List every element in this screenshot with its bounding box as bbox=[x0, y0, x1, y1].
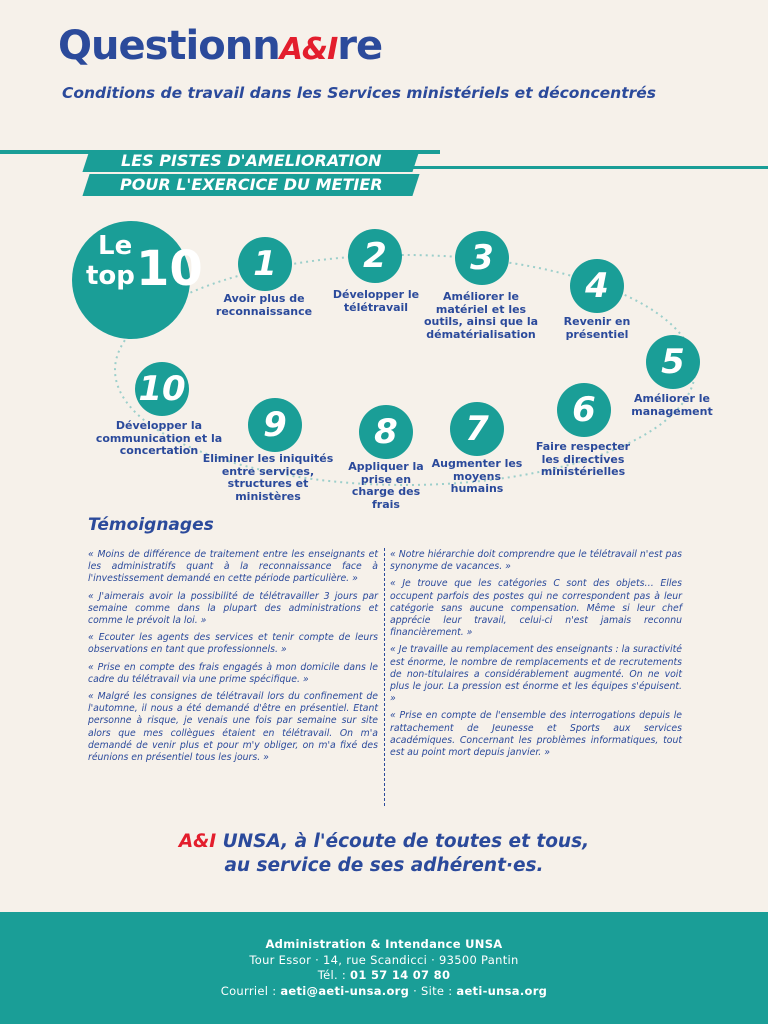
item-5-label: Améliorer le management bbox=[631, 392, 713, 418]
footer-org: Administration & Intendance UNSA bbox=[265, 937, 503, 951]
testimonial-quote: « Prise en compte de l'ensemble des interrogations depuis le rattachement de Jeunesse et Sports aux services académiques. Concernant les problèmes informatiques, tout est au point mort depuis janvier. » bbox=[390, 710, 682, 759]
item-4-label: Revenir en présentiel bbox=[563, 315, 631, 341]
item-3-circle: 3 bbox=[455, 231, 509, 285]
footer-contact bbox=[0, 984, 768, 1000]
testimonial-quote: « Notre hiérarchie doit comprendre que le télétravail n'est pas synonyme de vacances. » bbox=[390, 549, 682, 573]
item-2-label: Développer le télétravail bbox=[332, 288, 420, 314]
item-4-circle: 4 bbox=[570, 259, 624, 313]
testimonial-quote: « Prise en compte des frais engagés à mon domicile dans le cadre du télétravail via une prime spécifique. » bbox=[88, 661, 378, 685]
item-5-circle: 5 bbox=[646, 335, 700, 389]
testimonial-quote: « Ecouter les agents des services et tenir compte de leurs observations en tant que professionnels. » bbox=[88, 632, 378, 656]
footer-address: Tour Essor · 14, rue Scandicci · 93500 Pantin bbox=[249, 952, 519, 967]
logo-accent: A&I bbox=[279, 32, 338, 67]
item-9-label: Eliminer les iniquités entre services, structures et ministères bbox=[202, 452, 334, 503]
item-1-circle: 1 bbox=[238, 237, 292, 291]
footer-site-link[interactable]: aeti-unsa.org bbox=[456, 983, 548, 998]
badge-le: Le bbox=[98, 231, 133, 261]
item-8-label: Appliquer la prise en charge des frais bbox=[348, 460, 424, 511]
slogan-line-1 bbox=[0, 830, 768, 854]
page-subtitle: Conditions de travail dans les Services ministériels et déconcentrés bbox=[62, 84, 657, 102]
item-2-circle: 2 bbox=[348, 229, 402, 283]
item-9-circle: 9 bbox=[248, 398, 302, 452]
item-6-circle: 6 bbox=[557, 383, 611, 437]
footer bbox=[0, 912, 768, 1024]
logo-end: re bbox=[337, 23, 383, 69]
testimonial-quote: « Je travaille au remplacement des enseignants : la suractivité est énorme, le nombre de remplacements et de recrutements de non-titulaires a considérablement augmenté. On ne voit plus le jour. La pression est énorme et les équipes s'épuisent. » bbox=[390, 644, 682, 705]
logo-main: Questionn bbox=[58, 23, 280, 69]
footer-site-label: · Site : bbox=[409, 983, 457, 998]
slogan-brand: A&I bbox=[178, 831, 217, 852]
item-3-label: Améliorer le matériel et les outils, ainsi que la dématérialisation bbox=[423, 290, 539, 341]
item-6-label: Faire respecter les directives ministérielles bbox=[535, 440, 631, 478]
item-8-circle: 8 bbox=[359, 405, 413, 459]
item-7-circle: 7 bbox=[450, 402, 504, 456]
top10-badge bbox=[72, 221, 203, 339]
testimonials-title: Témoignages bbox=[88, 515, 214, 535]
item-1-label: Avoir plus de reconnaissance bbox=[215, 292, 313, 318]
testimonial-quote: « J'aimerais avoir la possibilité de télétravailler 3 jours par semaine comme dans la plupart des administrations et comme le prévoit la loi. » bbox=[88, 590, 378, 627]
item-7-label: Augmenter les moyens humains bbox=[431, 457, 523, 495]
footer-mail-label: Courriel : bbox=[220, 983, 281, 998]
testimonial-quote: « Je trouve que les catégories C sont des objets… Elles occupent parfois des postes qui ne correspondent pas à leur catégorie sans aucune compensation. Même si leur chef apprécie leur travail, celui-ci n'est jamais reconnu financièrement. » bbox=[390, 578, 682, 639]
item-10-label: Développer la communication et la concertation bbox=[95, 419, 223, 457]
testimonials-right-column bbox=[390, 549, 682, 764]
banner-line-1-text: LES PISTES D'AMELIORATION bbox=[120, 151, 382, 170]
testimonial-quote: « Moins de différence de traitement entre les enseignants et les administratifs quant à la reconnaissance face à l'investissement demandé en cette période particulière. » bbox=[88, 549, 378, 585]
footer-tel: 01 57 14 07 80 bbox=[350, 968, 451, 982]
testimonials-left-column bbox=[88, 549, 378, 769]
badge-top: top bbox=[86, 261, 135, 291]
testimonial-quote: « Malgré les consignes de télétravail lors du confinement de l'automne, il nous a été demandé d'être en présentiel. Etant personne à risque, je venais une fois par semaine sur site alors que mes collègues étaient en télétravail. On m'a demandé de venir plus et pour m'y obliger, on m'a fixé des réunions en présentiel tous les jours. » bbox=[88, 691, 378, 764]
slogan-line-1-text: UNSA, à l'écoute de toutes et tous, bbox=[216, 831, 590, 852]
footer-phone bbox=[0, 968, 768, 984]
item-10-circle: 10 bbox=[135, 362, 189, 416]
badge-10: 10 bbox=[136, 241, 203, 297]
footer-mail-link[interactable]: aeti@aeti-unsa.org bbox=[280, 983, 410, 998]
column-divider bbox=[384, 548, 386, 806]
banner-line-2-text: POUR L'EXERCICE DU METIER bbox=[119, 175, 383, 194]
slogan bbox=[0, 830, 768, 878]
footer-tel-label: Tél. : bbox=[317, 968, 351, 982]
slogan-line-2: au service de ses adhérent·es. bbox=[224, 855, 544, 876]
